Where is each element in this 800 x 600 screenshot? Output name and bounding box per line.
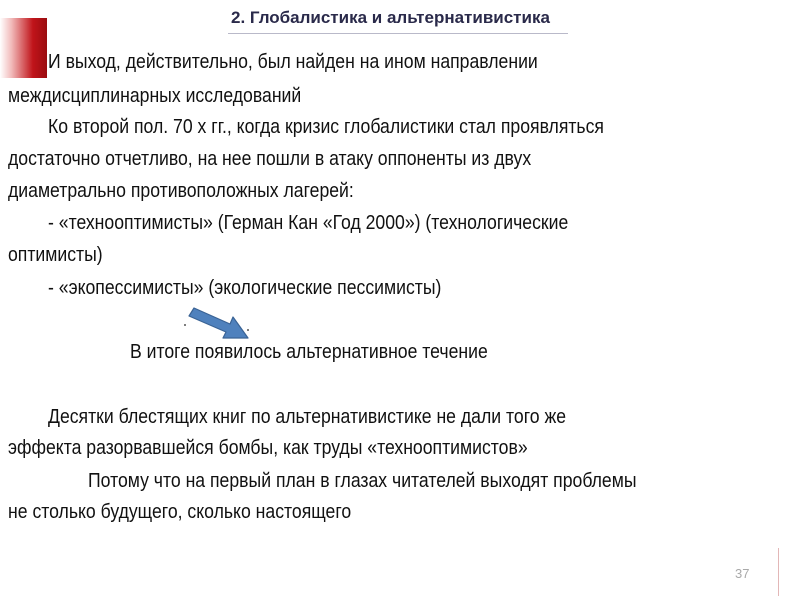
title-underline [228,33,568,34]
text-line-2: междисциплинарных исследований [8,84,302,107]
page-number: 37 [735,566,750,581]
text-line-13: не столько будущего, сколько настоящего [8,500,352,523]
text-line-9: В итоге появилось альтернативное течение [130,340,488,363]
arrow-down-right-icon [186,304,252,342]
slide-title: 2. Глобалистика и альтернативистика [231,8,550,27]
text-line-3: Ко второй пол. 70 х гг., когда кризис глобалистики стал проявляться [48,115,604,138]
text-line-7: оптимисты) [8,243,103,266]
text-line-4: достаточно отчетливо, на нее пошли в атаку оппоненты из двух [8,147,532,170]
text-line-8: - «экопессимисты» (экологические пессимисты) [48,276,442,299]
decor-dot [247,329,249,331]
text-line-11: эффекта разорвавшейся бомбы, как труды «технооптимистов» [8,436,528,459]
text-line-12: Потому что на первый план в глазах читателей выходят проблемы [88,469,637,492]
red-accent-bar [0,18,47,78]
text-line-5: диаметрально противоположных лагерей: [8,179,354,202]
text-line-10: Десятки блестящих книг по альтернативистике не дали того же [48,405,567,428]
text-line-6: - «технооптимисты» (Герман Кан «Год 2000») (технологические [48,211,569,234]
decor-dot [184,324,186,326]
text-line-1: И выход, действительно, был найден на ином направлении [48,50,538,73]
corner-rule [778,548,779,596]
